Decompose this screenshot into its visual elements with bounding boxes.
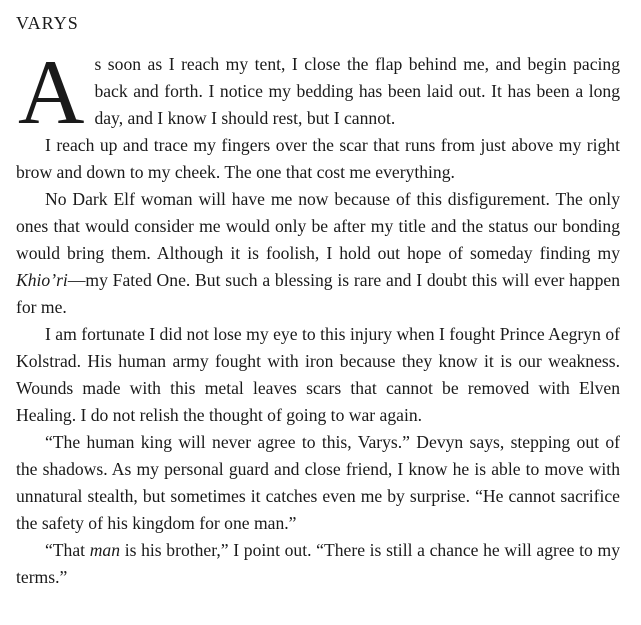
paragraph-6-text-before: “That [45, 540, 90, 560]
paragraph-2: I reach up and trace my fingers over the scar that runs from just above my right brow and down to my cheek. The one that cost me everything. [16, 135, 620, 182]
paragraph-4: I am fortunate I did not lose my eye to this injury when I fought Prince Aegryn of Kolstrad. His human army fought with iron because they know it is our weakness. Wounds made with this metal leaves scars that cannot be removed with Elven Healing. I do not relish the thought of going to war again. [16, 324, 620, 425]
book-page [16, 10, 620, 591]
paragraph-3-emphasis: Khio’ri [16, 270, 68, 290]
paragraph-6-emphasis: man [89, 540, 121, 560]
paragraph-6-text-after: is his brother,” I point out. “There is still a chance he will agree to my terms.” [16, 540, 620, 587]
paragraph-1-text: s soon as I reach my tent, I close the flap behind me, and begin pacing back and forth. I notice my bedding has been laid out. It has been a long day, and I know I should rest, but I cannot. [94, 54, 620, 128]
paragraph-3-text-before: No Dark Elf woman will have me now because of this disfigurement. The only ones that would consider me would only be after my title and the status our bonding would bring them. Although it is foolish, I hold out hope of someday finding my [16, 189, 620, 263]
chapter-heading: VARYS [16, 13, 79, 33]
paragraph-1 [16, 41, 620, 143]
paragraph-3-text-after: —my Fated One. But such a blessing is rare and I doubt this will ever happen for me. [16, 270, 620, 317]
paragraph-6 [16, 537, 620, 591]
paragraph-5: “The human king will never agree to this, Varys.” Devyn says, stepping out of the shadows. As my personal guard and close friend, I know he is able to move with unnatural stealth, but sometimes it catches even me by surprise. “He cannot sacrifice the safety of his kingdom for one man.” [16, 432, 620, 533]
paragraph-3 [16, 186, 620, 321]
drop-cap: A [18, 41, 85, 143]
